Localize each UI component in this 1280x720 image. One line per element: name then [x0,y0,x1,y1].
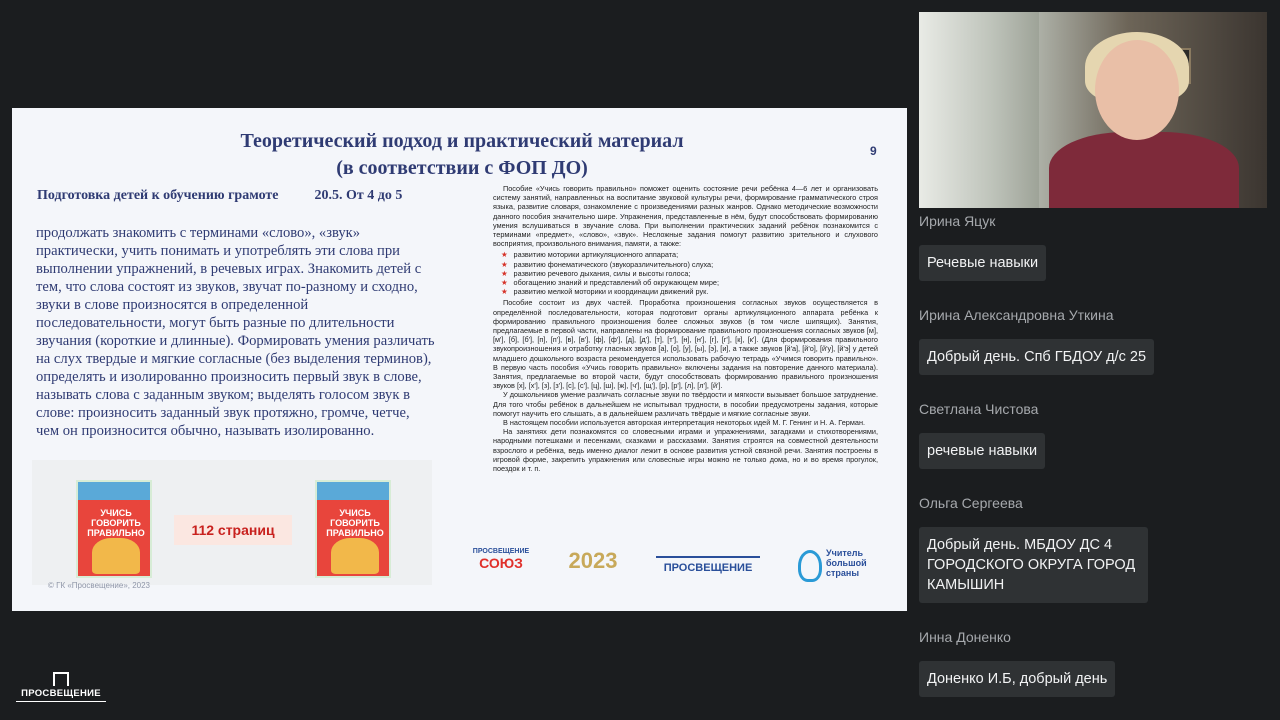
chat-message: Доненко И.Б, добрый день [919,661,1115,697]
brand-logo [16,672,106,702]
book-cover-title: УЧИСЬ ГОВОРИТЬ ПРАВИЛЬНО [87,508,145,538]
brand-logo-underline [16,701,106,702]
right-bullet-list [501,250,878,296]
slide-page-number: 9 [870,144,877,158]
brand-logo-text: ПРОСВЕЩЕНИЕ [21,688,101,699]
pages-badge: 112 страниц [174,515,292,545]
bullet-item: ★ развитию фонематического (звукоразличительного) слуха; [501,260,878,269]
bullet-item: ★ развитию речевого дыхания, силы и высоты голоса; [501,269,878,278]
speaker-video[interactable] [919,12,1267,208]
brand-logo-icon [53,672,69,686]
book-cover-right [315,480,391,578]
prosveshchenie-logo: ПРОСВЕЩЕНИЕ [656,556,760,574]
book-cover-left [76,480,152,578]
soyuz-logo [472,548,530,571]
chat-message: речевые навыки [919,433,1045,469]
soyuz-logo-top: ПРОСВЕЩЕНИЕ [472,548,530,555]
right-paragraph-2: Пособие состоит из двух частей. Проработка произношения согласных звуков осуществляется в определённой последовательности, которая подготовит органы артикуляционного аппарата ребёнка к формированию правильного произношения более сложных звуков (в том числе шипящих). Занятия, предлагаемые в первой части, направлены на формирование правильного произношения согласных звуков [м], [м'], [б], [б'], [п], [п'], [в], [в'], [ф], [ф'], [д], [д'], [т], [т'], [н], [н'], [г], [г'], [к], [к']. (Для формирования правильного звукопроизношения и отработку гласных звуков [а], [о], [у], [ы], [э], [и], а также звуков [й'а], [й'о], [й'у], [й'э] у детей младшего дошкольного возраста рекомендуется использовать рабочую тетрадь «Учимся говорить правильно». В первую часть пособия «Учись говорить правильно» включены задания на повторение данного материала). Занятия, предлагаемые во второй части, будут способствовать формированию правильного произношения звуков [х], [х'], [з], [з'], [с], [с'], [ц], [ш], [ж], [ч'], [щ'], [р], [р'], [л], [л'], [й']. [493,298,878,391]
book-cover-band [317,482,389,500]
right-body-text [493,184,878,473]
book-cover-band [78,482,150,500]
bullet-item: ★ развитию моторики артикуляционного аппарата; [501,250,878,259]
bullet-item: ★ развитию мелкой моторики и координации движений рук. [501,287,878,296]
right-intro-paragraph: Пособие «Учись говорить правильно» поможет оценить состояние речи ребёнка 4—6 лет и организовать систему занятий, направленных на воспитание звуковой культуры речи, формирование грамматического строя языка, развитие словаря, ознакомление с произведениями разных жанров. Однако методические возможности данного пособия значительно шире. Упражнения, представленные в нём, будут способствовать формированию умения вслушиваться в звучание слова. При выполнении практических заданий ребёнок познакомится с терминами «предмет», «слово», «звук». Несложные задания помогут развитию зрительного и слухового восприятия, произвольного внимания, памяти, а также: [493,184,878,249]
right-paragraph-4: В настоящем пособии используется авторская интерпретация некоторых идей М. Г. Генинг и Н. А. Герман. [503,418,865,428]
chat-author: Светлана Чистова [919,401,1039,417]
uchitel-logo-text: Учитель большой страны [826,548,867,578]
left-heading-age: 20.5. От 4 до 5 [314,188,403,203]
uchitel-logo-icon [798,550,822,582]
bullet-item: ★ обогащению знаний и представлений об окружающем мире; [501,278,878,287]
soyuz-logo-text: СОЮЗ [479,555,523,571]
video-curtain [919,12,1039,208]
book-cover-illustration [331,538,379,574]
book-cover-illustration [92,538,140,574]
speaker-face [1095,40,1179,140]
chat-author: Ирина Яцук [919,213,996,229]
slide-title [162,128,762,182]
left-heading [37,188,402,204]
right-paragraph-5: На занятиях дети познакомятся со словесными играми и упражнениями, загадками и стихотворениями, народными потешками и песенками, сказками и рассказами. Занятия строятся на совместной деятельности взрослого и ребёнка, ведь именно диалог лежит в основе развития устной связной речи. Занятия построены в игровой форме, закрепить упражнения или словесные игры можно не только дома, но и во время прогулок, поездок и т. п. [493,427,878,474]
left-heading-text: Подготовка детей к обучению грамоте [37,188,279,203]
uchitel-logo [796,548,888,578]
chat-message: Добрый день. МБДОУ ДС 4 ГОРОДСКОГО ОКРУГА ГОРОД КАМЫШИН [919,527,1148,603]
right-paragraph-3: У дошкольников умение различать согласные звуки по твёрдости и мягкости вызывает большое затруднение. Для того чтобы ребёнок в дальнейшем не испытывал трудности, в пособии предусмотрены задания, которые помогут научить его слышать, а в дальнейшем различать твёрдые и мягкие согласные звуки. [493,390,878,418]
slide-copyright: © ГК «Просвещение», 2023 [48,581,151,590]
speaker-body [1049,132,1239,208]
slide-title-line1: Теоретический подход и практический материал [240,130,684,152]
left-body-text: продолжать знакомить с терминами «слово», «звук» практически, учить понимать и употреблять эти слова при выполнении упражнений, в речевых играх. Знакомить детей с тем, что слова состоят из звуков, звучат по-разному и сходно, звуки в слове произносятся в определенной последовательности, могут быть разные по длительности звучания (короткие и длинные). Формировать умения различать на слух твердые и мягкие согласные (без выделения терминов), определять и изолированно произносить первый звук в слове, называть слова с заданным звуком; выделять голосом звук в слове: произносить заданный звук протяжно, громче, четче, чем он произносится обычно, называть изолированно. [36,225,435,439]
chat-author: Инна Доненко [919,629,1011,645]
chat-message: Добрый день. Спб ГБДОУ д/с 25 [919,339,1154,375]
partner-logos [468,548,898,598]
book-cover-title: УЧИСЬ ГОВОРИТЬ ПРАВИЛЬНО [326,508,384,538]
chat-author: Ольга Сергеева [919,495,1023,511]
chat-author: Ирина Александровна Уткина [919,307,1114,323]
chat-message: Речевые навыки [919,245,1046,281]
year-2023-logo: 2023 [568,548,618,573]
slide-title-line2: (в соответствии с ФОП ДО) [336,157,588,179]
presentation-slide [12,108,907,611]
